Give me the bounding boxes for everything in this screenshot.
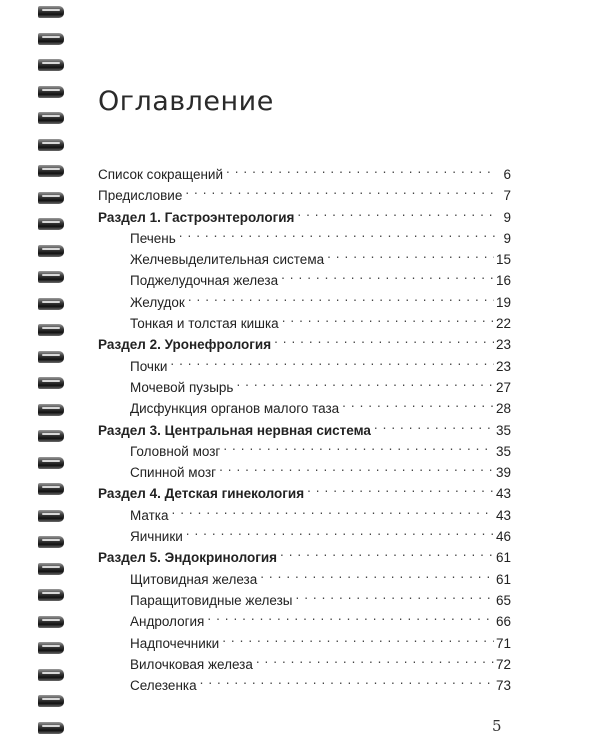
toc-leader [172,499,494,520]
binding-ring [38,457,64,469]
toc-leader [236,371,494,392]
toc-entry-page: 65 [495,592,511,608]
binding-ring [38,589,64,601]
binding-ring [38,642,64,654]
table-of-contents [98,158,511,694]
toc-entry-label: Раздел 2. Уронефрология [98,337,272,353]
toc-entry-page: 9 [503,230,511,246]
toc-leader [200,669,494,690]
toc-leader [170,350,494,371]
page-title: Оглавление [98,86,274,117]
binding-ring [38,165,64,177]
binding-ring [38,324,64,336]
toc-leader [226,158,495,179]
binding-ring [38,245,64,257]
toc-leader [222,627,494,648]
binding-ring [38,510,64,522]
binding-ring [38,112,64,124]
toc-entry-page: 7 [503,188,511,204]
binding-ring [38,192,64,204]
binding-ring [38,6,64,18]
toc-entry-label: Предисловие [98,188,183,204]
toc-leader [342,392,494,413]
toc-entry-page: 22 [495,316,511,332]
binding-ring [38,536,64,548]
toc-entry-label: Печень [130,230,176,246]
binding-ring [38,86,64,98]
toc-leader [219,456,494,477]
toc-leader [223,435,494,456]
page-number: 5 [492,717,502,735]
binding-ring [38,722,64,734]
binding-ring [38,218,64,230]
toc-leader [281,264,494,285]
toc-entry-label: Паращитовидные железы [130,592,293,608]
binding-ring [38,377,64,389]
toc-entry-page: 15 [495,252,511,268]
toc-entry-label: Головной мозг [130,443,221,459]
toc-entry-page: 28 [495,401,511,417]
toc-entry-page: 71 [495,635,511,651]
toc-entry-label: Раздел 1. Гастроэнтерология [98,209,295,225]
toc-leader [256,648,494,669]
toc-entry-page: 72 [495,656,511,672]
toc-entry-label: Матка [130,507,169,523]
binding-ring [38,616,64,628]
binding-ring [38,298,64,310]
toc-leader [186,520,494,541]
toc-entry-label: Надпочечники [130,635,220,651]
toc-entry-label: Щитовидная железа [130,571,258,587]
toc-entry-page: 6 [503,167,511,182]
toc-leader [282,307,494,328]
toc-entry-page: 35 [495,443,511,459]
toc-entry-label: Яичники [130,529,183,545]
toc-entry-page: 46 [495,529,511,545]
toc-entry-label: Раздел 3. Центральная нервная система [98,422,371,438]
toc-entry-page: 66 [495,614,511,630]
toc-entry[interactable] [98,158,511,182]
binding-ring [38,33,64,45]
binding-ring [38,139,64,151]
toc-entry-page: 43 [495,507,511,523]
toc-leader [280,541,494,562]
binding-ring [38,430,64,442]
toc-entry-label: Желудок [130,294,185,310]
toc-entry-page: 27 [495,379,511,395]
toc-entry-page: 61 [495,550,511,566]
toc-leader [260,563,494,584]
toc-leader [274,328,494,349]
toc-entry-label: Мочевой пузырь [130,379,234,395]
toc-entry-label: Раздел 5. Эндокринология [98,550,278,566]
toc-entry-page: 19 [495,294,511,310]
toc-entry-label: Андрология [130,614,205,630]
toc-entry-page: 16 [495,273,511,289]
binding-ring [38,695,64,707]
binding-ring [38,483,64,495]
toc-leader [296,584,494,605]
toc-entry-label: Дисфункция органов малого таза [130,401,340,417]
toc-entry-page: 23 [495,358,511,374]
binding-ring [38,351,64,363]
toc-entry-label: Список сокращений [98,167,224,182]
toc-entry-label: Желчевыделительная система [130,252,325,268]
toc-entry-page: 35 [495,422,511,438]
toc-leader [185,179,495,200]
toc-entry-label: Тонкая и толстая кишка [130,316,279,332]
toc-entry-label: Раздел 4. Детская гинекология [98,486,305,502]
binding-ring [38,59,64,71]
toc-entry-label: Почки [130,358,168,374]
toc-entry-label: Спинной мозг [130,465,217,481]
toc-entry-page: 39 [495,465,511,481]
toc-entry-page: 61 [495,571,511,587]
toc-leader [307,477,494,498]
toc-entry-label: Селезенка [130,678,197,694]
toc-leader [207,605,494,626]
toc-leader [179,222,495,243]
toc-entry-page: 9 [503,209,511,225]
toc-leader [374,414,494,435]
toc-entry-label: Вилочковая железа [130,656,253,672]
toc-entry-page: 43 [495,486,511,502]
toc-entry-page: 23 [495,337,511,353]
binding-ring [38,271,64,283]
toc-entry-page: 73 [495,678,511,694]
binding-ring [38,404,64,416]
toc-leader [188,286,494,307]
binding-ring [38,563,64,575]
toc-leader [297,201,495,222]
binding-ring [38,669,64,681]
toc-leader [327,243,494,264]
spiral-binding [38,6,68,750]
toc-entry-label: Поджелудочная железа [130,273,279,289]
